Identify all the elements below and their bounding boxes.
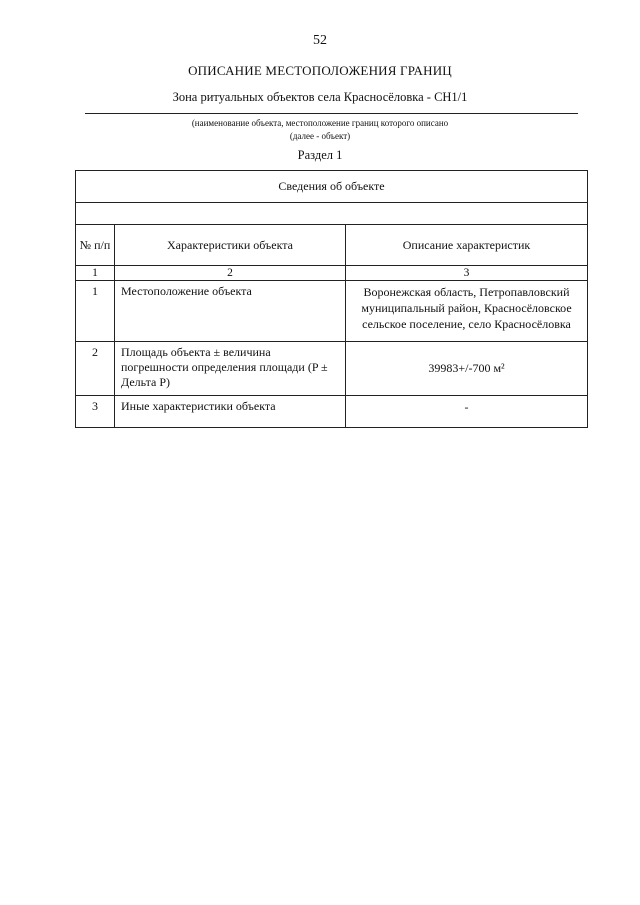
index-cell: 2 [115, 266, 346, 281]
header-description: Описание характеристик [346, 225, 588, 266]
table-header-row [76, 225, 588, 266]
object-info-table [75, 170, 588, 428]
row-number: 2 [76, 342, 115, 396]
header-characteristics: Характеристики объекта [115, 225, 346, 266]
table-blank-cell [76, 203, 588, 225]
row-number: 1 [76, 281, 115, 342]
table-index-row [76, 266, 588, 281]
table-blank-row [76, 203, 588, 225]
table-title: Сведения об объекте [76, 171, 588, 203]
document-title: ОПИСАНИЕ МЕСТОПОЛОЖЕНИЯ ГРАНИЦ [188, 63, 452, 78]
row-number: 3 [76, 396, 115, 428]
row-description: Воронежская область, Петропавловский муниципальный район, Красносёловское сельское поселение, село Красносёловка [346, 281, 588, 342]
table-row [76, 342, 588, 396]
caption-line-2: (далее - объект) [289, 131, 351, 141]
section-heading: Раздел 1 [297, 148, 343, 162]
table-row [76, 281, 588, 342]
table-title-row [76, 171, 588, 203]
row-characteristic: Иные характеристики объекта [115, 396, 346, 428]
row-description: 39983+/-700 м² [346, 342, 588, 396]
row-characteristic: Площадь объекта ± величина погрешности определения площади (P ± Дельта P) [115, 342, 346, 396]
object-name-caption [0, 117, 640, 143]
index-cell: 3 [346, 266, 588, 281]
table-row [76, 396, 588, 428]
object-name: Зона ритуальных объектов села Красносёловка - СН1/1 [172, 90, 468, 104]
row-characteristic: Местоположение объекта [115, 281, 346, 342]
header-num: № п/п [76, 225, 115, 266]
caption-line-1: (наименование объекта, местоположение границ которого описано [191, 118, 449, 128]
index-cell: 1 [76, 266, 115, 281]
page-number: 52 [313, 33, 327, 48]
row-description: - [346, 396, 588, 428]
object-name-underline [85, 113, 578, 114]
